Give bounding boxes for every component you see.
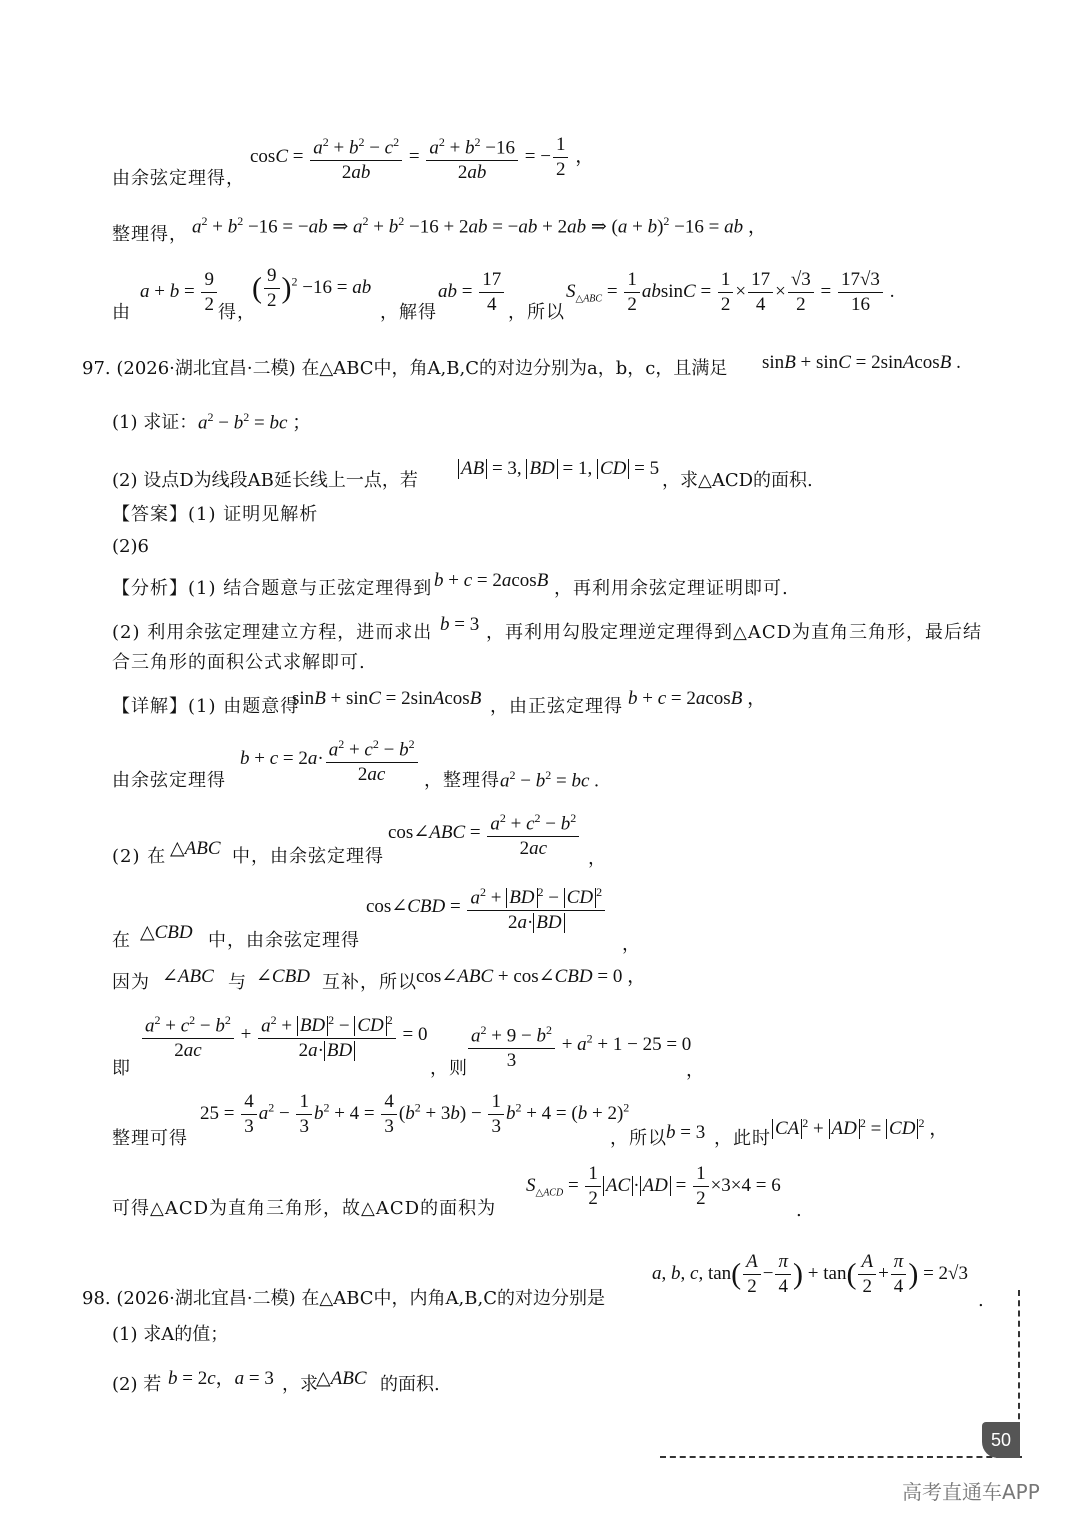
q97-detail2-a: 由余弦定理得 <box>112 770 226 791</box>
q97-d7-c: ，此时 <box>714 1128 771 1149</box>
label: 由余弦定理得， <box>112 168 245 189</box>
q97-d5-b: 与 <box>228 972 247 993</box>
q97-d8-formula: $S_{\triangle ACD}$ = $\frac{1}{2}$ AC · AD = $\frac{1}{2}$ ×3×4 = 6 <box>526 1163 781 1209</box>
q97-d7-a: 整理可得 <box>112 1128 188 1149</box>
q97-d5-a: 因为 <box>112 972 150 993</box>
q97-d8: 可得△ACD为直角三角形，故△ACD的面积为 <box>112 1198 497 1219</box>
q97-detail1-formula2: b + c = 2acosB ， <box>628 688 767 709</box>
q97-part2-a: (2) 设点D为线段AB延长线上一点，若 <box>112 470 418 491</box>
p96-line3-d: ，所以 <box>508 302 565 323</box>
formula-nine-halves: ( $\frac{9}{2}$ )$^2$ −16 = ab <box>252 265 372 311</box>
q97-part1-formula: $a^2 - b^2$ = bc ； <box>198 410 312 434</box>
p96-line2 <box>112 222 188 248</box>
q97-d4-a: 在 <box>112 930 131 951</box>
q97-detail2-formula: b + c = 2a· $\frac{a^2 + c^2 - b^2}{2ac}$ <box>240 732 420 787</box>
q97-analysis2-b: ，再利用勾股定理逆定理得到△ACD为直角三角形，最后结 <box>486 622 983 643</box>
label: 整理得， <box>112 224 188 245</box>
q97-d5-formula: cos∠ABC + cos∠CBD = 0 ， <box>416 966 647 987</box>
q97-part1: (1) 求证： <box>112 412 198 433</box>
q97-d7-b3: b = 3 <box>666 1122 706 1143</box>
formula-rearrange: $a^2 + b^2 -16 = -ab$ ⇒ $a^2 + b^2 -16 + 2ab = -ab + 2ab$ ⇒ $(a + b)^2 -16$ = ab ， <box>192 214 767 238</box>
q97-d7-pythag: CA $^2$ + AD $^2$ = CD $^2$ ， <box>772 1110 948 1142</box>
p96-line3-b: 得， <box>218 302 256 323</box>
q98-part2-tri: △ABC <box>316 1368 367 1389</box>
q97-d3-tri: △ABC <box>170 838 221 859</box>
q97-detail1-formula: sinB + sinC = 2sinAcosB <box>292 688 482 709</box>
formula-cosC: cosC = $\frac{a^2 + b^2 - c^2}{2ab}$ = $\frac{a^2 + b^2 -16}{2ab}$ = − $\frac{1}{2}$ ， <box>250 130 594 185</box>
formula-area: $S_{\triangle ABC}$ = $\frac{1}{2}$ absinC = $\frac{1}{2}$ × $\frac{17}{4}$ × $\frac{√3}{2}$ = $\frac{17√3}{16}$ . <box>566 269 895 315</box>
p96-line3-c: ，解得 <box>380 302 437 323</box>
q97-header: 97. (2026·湖北宜昌·二模) 在△ABC中，角A,B,C的对边分别为a，b，c，且满足 <box>82 358 728 379</box>
q97-detail1-b: ，由正弦定理得 <box>490 696 623 717</box>
q97-d7-b: ，所以 <box>610 1128 667 1149</box>
page-number: 50 <box>982 1422 1020 1458</box>
q98-part2-c: 的面积. <box>380 1374 440 1395</box>
q97-analysis3: 合三角形的面积公式求解即可. <box>112 652 366 673</box>
q97-analysis1-b: ，再利用余弦定理证明即可. <box>554 578 789 599</box>
q98-part2-formula: b = 2c，a = 3 <box>168 1368 274 1389</box>
q97-answer1: 【答案】(1) 证明见解析 <box>112 504 319 525</box>
q97-detail1-a: 【详解】(1) 由题意得 <box>112 696 300 717</box>
q97-d3-formula: cos∠ABC = $\frac{a^2 + c^2 - b^2}{2ac}$ <box>388 806 581 861</box>
q97-d5-c: 互补，所以 <box>322 972 417 993</box>
q97-d7-formula: 25 = $\frac{4}{3}$ $a^2$ − $\frac{1}{3}$ $b^2 + 4$ = $\frac{4}{3}$ $(b^2 + 3b)$ − $\frac{1}{3}$ $b^2 + 4 = (b + 2)^2$ <box>200 1091 630 1137</box>
q98-part2-b: ，求 <box>282 1374 318 1395</box>
q97-analysis1-formula: b + c = 2acosB <box>434 570 549 591</box>
formula-ab: ab = $\frac{17}{4}$ <box>438 268 506 317</box>
q97-d6-a: 即 <box>112 1058 131 1079</box>
p96-line1 <box>112 166 245 192</box>
formula-apb: a + b = $\frac{9}{2}$ <box>140 268 219 317</box>
watermark: 高考直通车APP <box>902 1480 1040 1504</box>
q97-d5-angle1: ∠ABC <box>162 966 214 987</box>
q98-part2-a: (2) 若 <box>112 1374 162 1395</box>
q97-d6-formula1: $\frac{a^2 + c^2 - b^2}{2ac}$ + $\frac{a^2 + BD ^2 - CD ^2}{2a\cdot BD}$ = 0 <box>140 1008 427 1063</box>
q97-answer2: (2)6 <box>112 536 149 557</box>
q97-d6-formula2: $\frac{a^2 + 9 - b^2}{3}$ + $a^2 + 1 - 25 = 0$ <box>466 1018 691 1073</box>
q98-formula: a, b, c, tan( $\frac{A}{2}$ − $\frac{\pi}{4}$ ) + tan( $\frac{A}{2}$ + $\frac{\pi}{4}$ ) = 2√3 <box>652 1251 968 1297</box>
q97-analysis1-a: 【分析】(1) 结合题意与正弦定理得到 <box>112 578 433 599</box>
q97-analysis2-formula: b = 3 <box>440 614 480 635</box>
q98-header: 98. (2026·湖北宜昌·二模) 在△ABC中，内角A,B,C的对边分别是 <box>82 1288 605 1309</box>
q97-d4-b: 中，由余弦定理得 <box>208 930 360 951</box>
q97-d6-b: ，则 <box>430 1058 468 1079</box>
q97-analysis2-a: (2) 利用余弦定理建立方程，进而求出 <box>112 622 433 643</box>
q97-part2-formula: AB = 3, BD = 1, CD = 5 <box>458 456 659 482</box>
q97-d3-a: (2) 在 <box>112 846 167 867</box>
q97-detail2-formula2: $a^2 - b^2$ = bc . <box>500 768 599 792</box>
p96-line3-a: 由 <box>112 302 131 323</box>
dashed-border-horizontal <box>660 1456 1022 1458</box>
q97-d4-formula: cos∠CBD = $\frac{a^2 + BD ^2 - CD ^2}{2a\cdot BD}$ <box>366 880 607 935</box>
q98-part1: (1) 求A的值； <box>112 1324 229 1345</box>
q97-d4-tri: △CBD <box>140 922 193 943</box>
q97-condition: sinB + sinC = 2sinAcosB . <box>762 352 961 373</box>
q97-d5-angle2: ∠CBD <box>256 966 310 987</box>
q97-part2-b: ，求△ACD的面积. <box>662 470 813 491</box>
q97-detail2-b: ，整理得 <box>424 770 500 791</box>
q97-d3-b: 中，由余弦定理得 <box>232 846 384 867</box>
